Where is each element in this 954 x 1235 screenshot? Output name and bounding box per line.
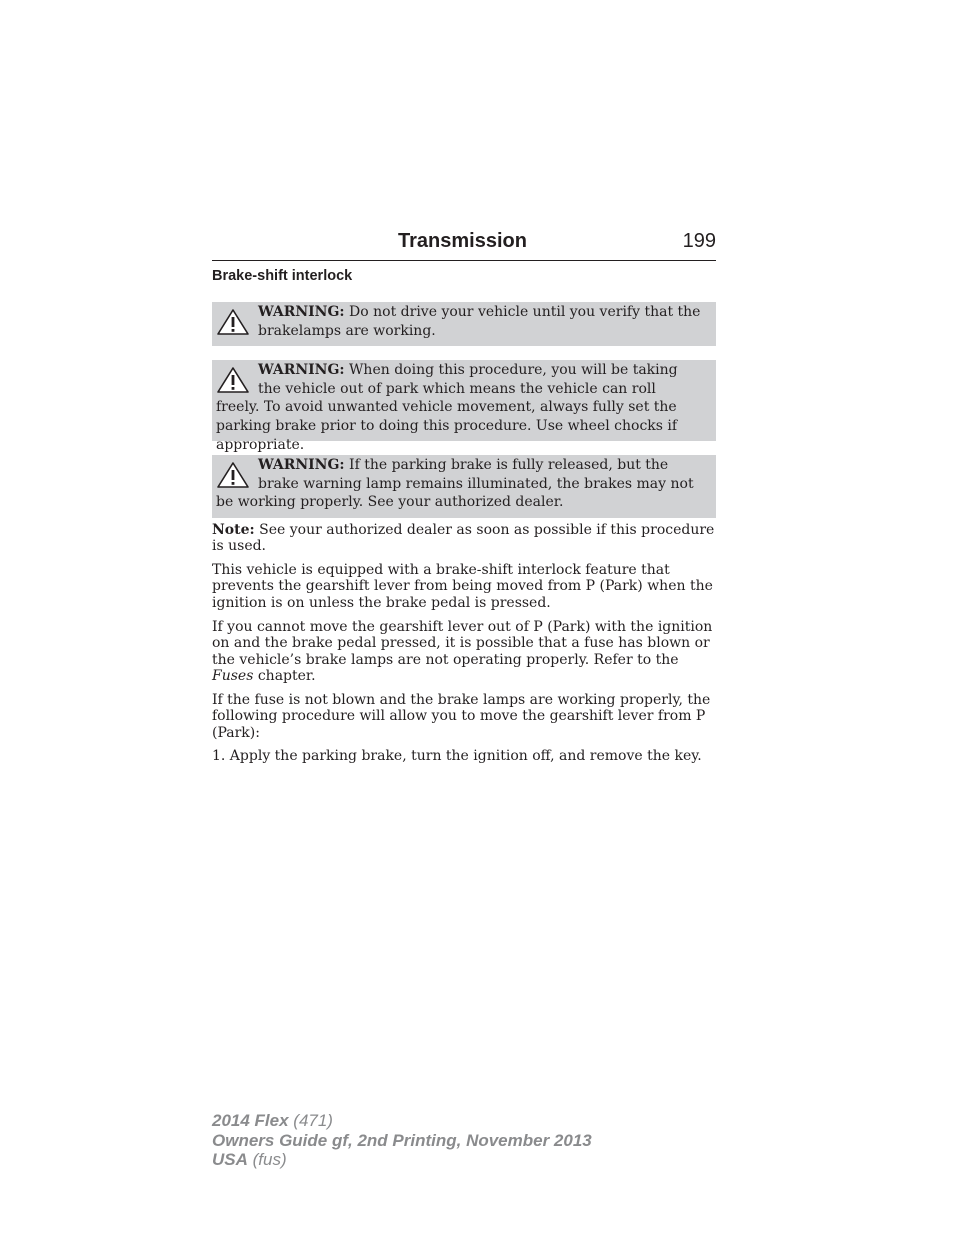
page-number: 199: [682, 230, 716, 252]
paragraph-fuse-check: [212, 619, 718, 684]
warning-label: WARNING:: [258, 362, 345, 378]
page-header: [212, 228, 716, 261]
note-paragraph: [212, 522, 718, 555]
note-label: Note:: [212, 522, 255, 538]
warning-box-2: [212, 360, 716, 453]
warning-label: WARNING:: [258, 457, 345, 473]
section-heading: Brake-shift interlock: [212, 268, 353, 284]
footer-line-market: USA (fus): [212, 1150, 287, 1169]
warning-text: Do not drive your vehicle until you verify that the brakelamps are working.: [258, 304, 701, 339]
footer-line-model: 2014 Flex (471): [212, 1111, 333, 1130]
page-footer: [212, 1111, 592, 1170]
chapter-title: Transmission: [398, 230, 527, 252]
paragraph-interlock-description: This vehicle is equipped with a brake-shift interlock feature that prevents the gearshift lever from being moved from P (Park) when the ignition is on unless the brake pedal is pressed.: [212, 562, 713, 611]
paragraph-procedure-intro: If the fuse is not blown and the brake lamps are working properly, the following procedure will allow you to move the gearshift lever from P (Park):: [212, 692, 711, 741]
warning-text: If the parking brake is fully released, but the brake warning lamp remains illuminated, the brakes may not be working properly. See your authorized dealer.: [216, 457, 694, 511]
warning-triangle-icon: [216, 461, 250, 489]
footer-line-guide: Owners Guide gf, 2nd Printing, November 2013: [212, 1130, 592, 1150]
warning-box-1: [212, 302, 716, 346]
paragraph-fuse-check-end: chapter.: [253, 667, 316, 684]
note-text: See your authorized dealer as soon as possible if this procedure is used.: [212, 522, 715, 555]
procedure-step-1: 1. Apply the parking brake, turn the ignition off, and remove the key.: [212, 748, 702, 764]
warning-box-3: [212, 455, 716, 518]
warning-text: When doing this procedure, you will be taking the vehicle out of park which means the vehicle can roll freely. To avoid unwanted vehicle movement, always fully set the parking brake prior to doing this procedure. Use wheel chocks if appropriate.: [216, 362, 678, 453]
warning-label: WARNING:: [258, 304, 345, 320]
warning-triangle-icon: [216, 308, 250, 336]
fuses-chapter-reference: Fuses: [212, 667, 254, 684]
paragraph-fuse-check-text: If you cannot move the gearshift lever out of P (Park) with the ignition on and the brake pedal pressed, it is possible that a fuse has blown or the vehicle’s brake lamps are not operating properly. Refer to the: [212, 619, 713, 668]
warning-triangle-icon: [216, 366, 250, 394]
